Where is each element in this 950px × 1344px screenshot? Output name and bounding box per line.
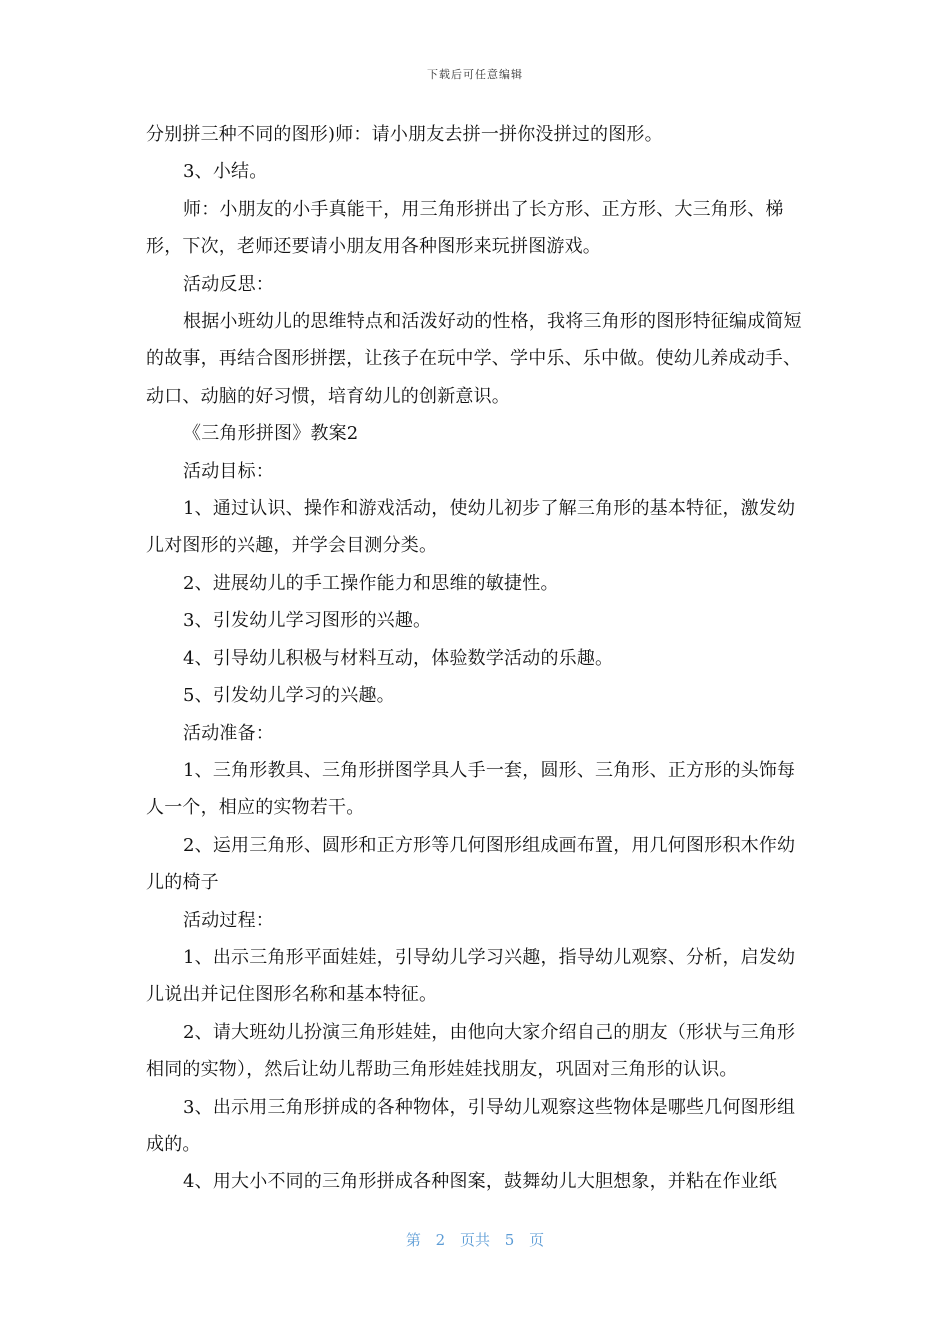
document-body	[146, 116, 808, 1201]
section-heading: 活动反思：	[183, 273, 274, 295]
list-item: 3、出示用三角形拼成的各种物体，引导幼儿观察这些物体是哪些几何图形组成的。	[146, 1096, 796, 1155]
list-item: 4、用大小不同的三角形拼成各种图案，鼓舞幼儿大胆想象，并粘在作业纸	[183, 1171, 778, 1193]
page-number-footer: 第 2 页共 5 页	[405, 1231, 545, 1249]
list-item: 3、引发幼儿学习图形的兴趣。	[183, 610, 432, 632]
paragraph: 根据小班幼儿的思维特点和活泼好动的性格，我将三角形的图形特征编成简短的故事，再结合图形拼摆，让孩子在玩中学、学中乐、乐中做。使幼儿养成动手、动口、动脑的好习惯，培育幼儿的创新意识。	[146, 311, 802, 407]
list-item: 4、引导幼儿积极与材料互动，体验数学活动的乐趣。	[183, 647, 614, 669]
paragraph: 师：小朋友的小手真能干，用三角形拼出了长方形、正方形、大三角形、梯形，下次，老师还要请小朋友用各种图形来玩拼图游戏。	[146, 198, 784, 258]
list-item: 5、引发幼儿学习的兴趣。	[183, 685, 395, 707]
section-heading: 活动过程：	[183, 909, 274, 931]
document-title: 《三角形拼图》教案2	[183, 423, 359, 445]
list-item: 2、运用三角形、圆形和正方形等几何图形组成画布置，用几何图形积木作幼儿的椅子	[146, 834, 796, 894]
list-item: 1、出示三角形平面娃娃，引导幼儿学习兴趣，指导幼儿观察、分析，启发幼儿说出并记住图形名称和基本特征。	[146, 946, 796, 1006]
page-header-note: 下载后可任意编辑	[427, 68, 523, 81]
list-item: 2、进展幼儿的手工操作能力和思维的敏捷性。	[183, 572, 559, 594]
list-item: 1、通过认识、操作和游戏活动，使幼儿初步了解三角形的基本特征，激发幼儿对图形的兴趣，并学会目测分类。	[146, 498, 796, 557]
paragraph: 分别拼三种不同的图形)师：请小朋友去拼一拼你没拼过的图形。	[146, 124, 663, 145]
list-item: 1、三角形教具、三角形拼图学具人手一套，圆形、三角形、正方形的头饰每人一个，相应的实物若干。	[146, 759, 796, 819]
section-heading: 活动目标：	[183, 460, 274, 482]
list-item: 2、请大班幼儿扮演三角形娃娃，由他向大家介绍自己的朋友（形状与三角形相同的实物），然后让幼儿帮助三角形娃娃找朋友，巩固对三角形的认识。	[146, 1021, 796, 1081]
paragraph: 3、小结。	[183, 161, 268, 183]
section-heading: 活动准备：	[183, 722, 274, 744]
